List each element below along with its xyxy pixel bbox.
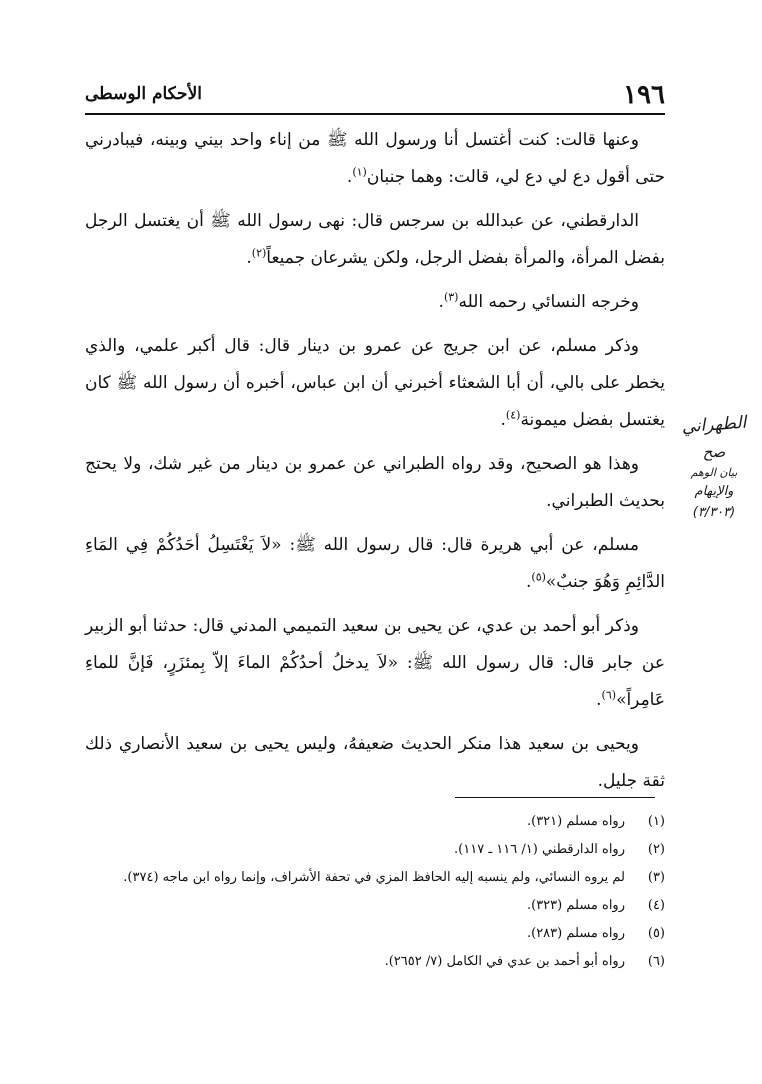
- paragraph: وعنها قالت: كنت أغتسل أنا ورسول الله ﷺ من إناء واحد بيني وبينه، فيبادرني حتى أقول دع لي دع لي، قالت: وهما جنبان$^{(١)}$.: [85, 130, 665, 187]
- paragraph: وخرجه النسائي رحمه الله$^{(٣)}$.: [438, 290, 639, 312]
- paragraph: الدارقطني، عن عبدالله بن سرجس قال: نهى رسول الله ﷺ أن يغتسل الرجل بفضل المرأة، والمرأة بفضل الرجل، ولكن يشرعان جميعاً$^{(٢)}$.: [85, 211, 665, 268]
- footnote-number: (٣): [647, 870, 665, 885]
- footnote-ref: (٤): [505, 408, 521, 422]
- footnote-ref: (١): [352, 165, 367, 179]
- footnote: [85, 892, 665, 920]
- header-rule: [85, 113, 665, 115]
- footnote-number: (٤): [647, 898, 665, 913]
- paragraph: وهذا هو الصحيح، وقد رواه الطبراني عن عمرو بن دينار من غير شك، ولا يحتج بحديث الطبراني.: [85, 454, 665, 511]
- footnotes: [85, 808, 665, 976]
- footnote-ref: (٦): [601, 688, 617, 702]
- margin-note-line: بيان الوهم: [690, 466, 738, 479]
- footnote: [85, 864, 665, 892]
- footnote-text: لم يروه النسائي، ولم ينسبه إليه الحافظ المزي في تحفة الأشراف، وإنما رواه ابن ماجه (٣٧٤).: [123, 870, 625, 885]
- running-title: الأحكام الوسطى: [85, 84, 202, 104]
- margin-note-line: صح: [702, 443, 726, 461]
- footnote-number: (١): [647, 814, 665, 829]
- paragraph: وذكر مسلم، عن ابن جريج عن عمرو بن دينار قال: قال أكبر علمي، والذي يخطر على بالي، أن أبا الشعثاء أخبرني أن ابن عباس، أخبره أن رسول الله ﷺ كان يغتسل بفضل ميمونة$^{(٤)}$.: [85, 336, 665, 430]
- footnote-number: (٢): [647, 842, 665, 857]
- paragraph: وذكر أبو أحمد بن عدي، عن يحيى بن سعيد التميمي المدني قال: حدثنا أبو الزبير عن جابر قال: قال رسول الله ﷺ: «لاَ يدخلُ أحدُكُمْ الماءَ إلاّ بِمئزَرٍ، فَإنَّ للماءِ عَامِراً»$^{(٦)}$.: [85, 616, 665, 710]
- paragraph: مسلم، عن أبي هريرة قال: قال رسول الله ﷺ: «لاَ يَغْتَسِلُ أحَدُكُمْ فِي المَاءِ الدَّائِمِ وَهُوَ جنبٌ»$^{(٥)}$.: [85, 535, 665, 592]
- footnote-number: (٥): [647, 926, 665, 941]
- footnote-ref: (٥): [531, 570, 546, 584]
- footnote-number: (٦): [647, 954, 665, 969]
- footnote-text: رواه أبو أحمد بن عدي في الكامل (٧/ ٢٦٥٢).: [384, 954, 625, 969]
- page-header: [85, 80, 665, 110]
- footnote: [85, 836, 665, 864]
- footnote-separator: [455, 797, 655, 798]
- margin-note-line: (٣/٣٠٣): [692, 505, 736, 520]
- paragraph: ويحيى بن سعيد هذا منكر الحديث ضعيفهُ، وليس يحيى بن سعيد الأنصاري ذلك ثقة جليل.: [85, 734, 665, 791]
- page-number: ١٩٦: [623, 80, 665, 110]
- footnote-text: رواه مسلم (٢٨٣).: [526, 926, 625, 941]
- footnote: [85, 948, 665, 976]
- margin-note-line: والإيهام: [694, 484, 734, 499]
- footnote: [85, 808, 665, 836]
- handwritten-margin-note: [668, 410, 760, 550]
- footnote: [85, 920, 665, 948]
- margin-note-line: الطهراني: [681, 412, 747, 438]
- footnote-text: رواه الدارقطني (١/ ١١٦ ـ ١١٧).: [454, 842, 625, 857]
- footnote-text: رواه مسلم (٣٢٣).: [526, 898, 625, 913]
- footnote-text: رواه مسلم (٣٢١).: [526, 814, 625, 829]
- footnote-ref: (٢): [251, 246, 267, 260]
- footnote-ref: (٣): [443, 290, 459, 304]
- main-text: [85, 122, 665, 807]
